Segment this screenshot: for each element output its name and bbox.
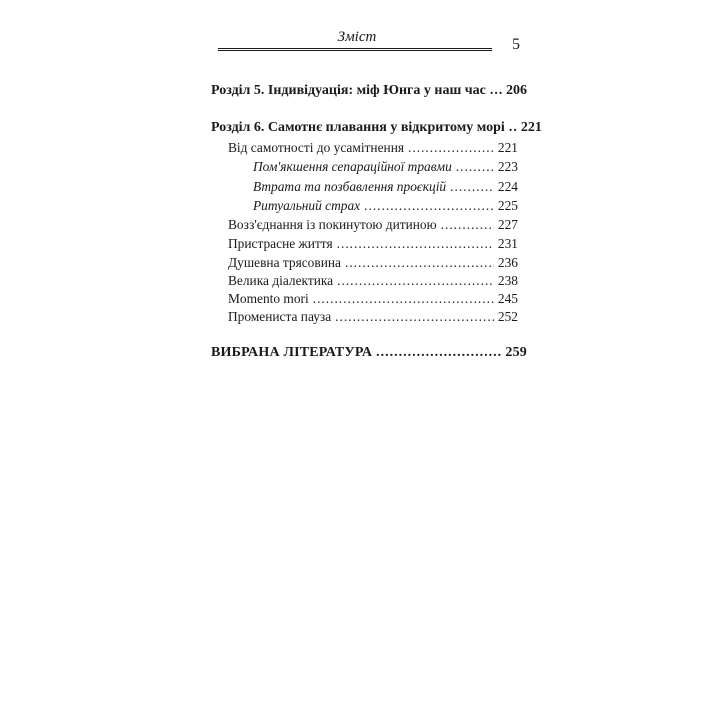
toc-chapter-5 (211, 82, 527, 99)
header-double-rule (218, 48, 492, 51)
toc-entry (228, 272, 518, 289)
toc-label: Розділ 6. Самотнє плавання у відкритому морі (211, 120, 505, 135)
toc-label: ВИБРАНА ЛІТЕРАТУРА (211, 345, 373, 360)
toc-label: Втрата та позбавлення проєкцій (253, 179, 447, 194)
toc-leader (408, 139, 494, 156)
toc-entry (228, 235, 518, 252)
toc-label: Пом'якшення сепараційної травми (253, 159, 452, 174)
toc-page: 224 (497, 179, 518, 194)
toc-page: 231 (497, 236, 518, 251)
toc-page: 221 (497, 140, 518, 155)
toc-label: Промениста пауза (228, 309, 332, 324)
toc-leader (441, 216, 494, 233)
toc-page: 252 (497, 309, 518, 324)
toc-page: 223 (497, 159, 518, 174)
toc-label: Пристрасне життя (228, 236, 333, 251)
toc-page: 245 (497, 291, 518, 306)
toc-leader (456, 158, 494, 175)
toc-leader (509, 119, 517, 136)
toc-entry (228, 216, 518, 233)
toc-leader (345, 254, 494, 271)
toc-page: 225 (497, 198, 518, 213)
toc-page: 236 (497, 255, 518, 270)
toc-entry (228, 290, 518, 307)
toc-entry (228, 254, 518, 271)
toc-leader (376, 344, 501, 361)
toc-leader (364, 197, 494, 214)
toc-page: 221 (520, 120, 542, 135)
toc-chapter-6 (211, 119, 542, 136)
toc-leader (335, 308, 494, 325)
toc-bibliography (211, 344, 527, 361)
toc-leader (337, 235, 494, 252)
toc-leader (450, 178, 494, 195)
toc-leader (313, 290, 494, 307)
toc-label: Возз'єднання із покинутою дитиною (228, 217, 437, 232)
toc-leader (490, 82, 502, 99)
toc-page: 206 (506, 83, 527, 98)
toc-label: Велика діалектика (228, 273, 334, 288)
toc-leader (337, 272, 494, 289)
toc-label: Розділ 5. Індивідуація: міф Юнга у наш час (211, 83, 486, 98)
toc-page: 259 (505, 345, 527, 360)
toc-entry (228, 139, 518, 156)
toc-label: Ритуальний страх (253, 198, 361, 213)
header-title: Зміст (337, 29, 377, 45)
toc-label: Душевна трясовина (228, 255, 341, 270)
toc-page: 238 (497, 273, 518, 288)
toc-page: 227 (497, 217, 518, 232)
toc-subentry (253, 158, 518, 175)
toc-entry (228, 308, 518, 325)
toc-subentry (253, 197, 518, 214)
toc-label: Momento mori (228, 291, 309, 306)
running-header (218, 28, 496, 52)
page-number: 5 (512, 36, 520, 53)
toc-label: Від самотності до усамітнення (228, 140, 405, 155)
toc-subentry (253, 178, 518, 195)
